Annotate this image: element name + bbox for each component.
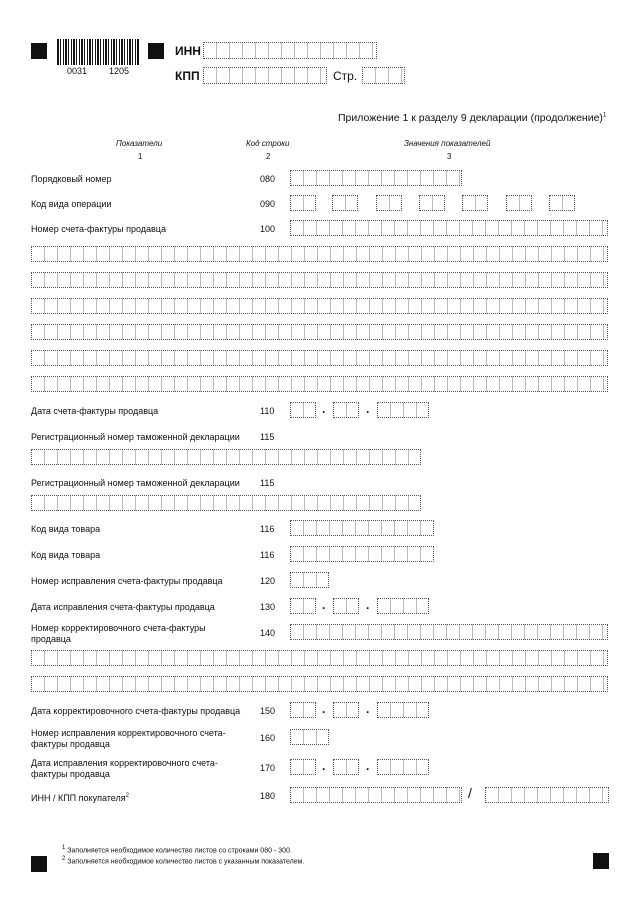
correction-date-year-input[interactable] bbox=[377, 598, 429, 614]
column-header-values: Значения показателей bbox=[404, 139, 491, 148]
invoice-date-month-input[interactable] bbox=[333, 402, 359, 418]
invoice-correction-number-input[interactable] bbox=[290, 572, 329, 588]
row-115-code-2: 115 bbox=[260, 478, 275, 488]
barcode bbox=[57, 39, 139, 77]
correction-date-day-input[interactable] bbox=[290, 598, 316, 614]
invoice-number-input-line-5[interactable] bbox=[31, 324, 608, 340]
row-180-code: 180 bbox=[260, 791, 276, 801]
date-separator: . bbox=[322, 402, 326, 416]
inn-input[interactable] bbox=[203, 42, 377, 59]
row-116-code-1: 116 bbox=[260, 524, 275, 534]
operation-code-input-4[interactable] bbox=[419, 195, 445, 211]
row-090-label: Код вида операции bbox=[31, 199, 112, 209]
customs-declaration-input-2[interactable] bbox=[31, 495, 421, 511]
row-160-label: Номер исправления корректировочного счета-фактуры продавца bbox=[31, 728, 226, 749]
row-150-label: Дата корректировочного счета-фактуры продавца bbox=[31, 706, 241, 716]
inn-kpp-separator: / bbox=[468, 785, 472, 801]
row-140-label: Номер корректировочного счета-фактуры продавца bbox=[31, 623, 206, 644]
date-separator: . bbox=[322, 702, 326, 716]
row-170-label: Дата исправления корректировочного счета-фактуры продавца bbox=[31, 758, 218, 779]
date-separator: . bbox=[366, 598, 370, 612]
row-090-code: 090 bbox=[260, 199, 276, 209]
adjustment-correction-date-day-input[interactable] bbox=[290, 759, 316, 775]
date-separator: . bbox=[366, 402, 370, 416]
kpp-input[interactable] bbox=[203, 67, 327, 84]
row-150-code: 150 bbox=[260, 706, 276, 716]
invoice-date-day-input[interactable] bbox=[290, 402, 316, 418]
date-separator: . bbox=[366, 702, 370, 716]
row-110-code: 110 bbox=[260, 406, 275, 416]
adjustment-invoice-number-input-line-3[interactable] bbox=[31, 676, 608, 692]
row-140-code: 140 bbox=[260, 628, 276, 638]
invoice-number-input-line-4[interactable] bbox=[31, 298, 608, 314]
adjustment-date-month-input[interactable] bbox=[333, 702, 359, 718]
row-120-label: Номер исправления счета-фактуры продавца bbox=[31, 576, 223, 586]
row-116-code-2: 116 bbox=[260, 550, 275, 560]
page-label: Стр. bbox=[333, 69, 358, 83]
goods-type-code-input-1[interactable] bbox=[290, 520, 434, 536]
adjustment-invoice-number-input-line-2[interactable] bbox=[31, 650, 608, 666]
date-separator: . bbox=[322, 598, 326, 612]
operation-code-input-1[interactable] bbox=[290, 195, 316, 211]
corner-marker-bottom-right bbox=[593, 853, 609, 869]
adjustment-invoice-number-input-line-1[interactable] bbox=[290, 624, 608, 640]
column-number-3: 3 bbox=[447, 152, 452, 161]
page-title: Приложение 1 к разделу 9 декларации (продолжение)$^1$ bbox=[338, 112, 607, 124]
row-130-label: Дата исправления счета-фактуры продавца bbox=[31, 602, 215, 612]
customs-declaration-input-1[interactable] bbox=[31, 449, 421, 465]
corner-marker-top-left bbox=[31, 43, 47, 59]
buyer-inn-input[interactable] bbox=[290, 787, 462, 803]
inn-label: ИНН bbox=[175, 44, 201, 58]
row-116-label-1: Код вида товара bbox=[31, 524, 101, 534]
kpp-label: КПП bbox=[175, 69, 200, 83]
barcode-bars bbox=[57, 39, 139, 65]
adjustment-date-year-input[interactable] bbox=[377, 702, 429, 718]
operation-code-input-6[interactable] bbox=[506, 195, 532, 211]
barcode-number-right: 1205 bbox=[109, 66, 130, 76]
row-120-code: 120 bbox=[260, 576, 276, 586]
row-170-code: 170 bbox=[260, 763, 276, 773]
column-number-2: 2 bbox=[266, 152, 271, 161]
invoice-number-input-line-6[interactable] bbox=[31, 350, 608, 366]
row-115-label-2: Регистрационный номер таможенной декларации bbox=[31, 478, 240, 488]
footnote-2: $^2$ Заполняется необходимое количество листов с указанным показателем. bbox=[62, 856, 305, 866]
corner-marker-top-right bbox=[148, 43, 164, 59]
invoice-number-input-line-7[interactable] bbox=[31, 376, 608, 392]
row-115-code-1: 115 bbox=[260, 432, 275, 442]
invoice-number-input-line-3[interactable] bbox=[31, 272, 608, 288]
row-115-label-1: Регистрационный номер таможенной декларации bbox=[31, 432, 240, 442]
adjustment-correction-date-month-input[interactable] bbox=[333, 759, 359, 775]
footnote-1: $^1$ Заполняется необходимое количество листов со строками 080 - 300. bbox=[62, 845, 292, 855]
row-110-label: Дата счета-фактуры продавца bbox=[31, 406, 159, 416]
invoice-number-input-line-2[interactable] bbox=[31, 246, 608, 262]
correction-date-month-input[interactable] bbox=[333, 598, 359, 614]
operation-code-input-5[interactable] bbox=[462, 195, 488, 211]
operation-code-input-7[interactable] bbox=[549, 195, 575, 211]
serial-number-input[interactable] bbox=[290, 170, 462, 186]
page-number-input[interactable] bbox=[362, 67, 405, 84]
row-080-code: 080 bbox=[260, 174, 276, 184]
corner-marker-bottom-left bbox=[31, 856, 47, 872]
row-080-label: Порядковый номер bbox=[31, 174, 112, 184]
barcode-number-left: 0031 bbox=[67, 66, 88, 76]
row-116-label-2: Код вида товара bbox=[31, 550, 101, 560]
buyer-kpp-input[interactable] bbox=[485, 787, 609, 803]
column-number-1: 1 bbox=[138, 152, 143, 161]
row-130-code: 130 bbox=[260, 602, 276, 612]
adjustment-correction-number-input[interactable] bbox=[290, 729, 329, 745]
invoice-number-input-line-1[interactable] bbox=[290, 220, 608, 236]
operation-code-input-2[interactable] bbox=[332, 195, 358, 211]
row-100-label: Номер счета-фактуры продавца bbox=[31, 224, 166, 234]
adjustment-date-day-input[interactable] bbox=[290, 702, 316, 718]
column-header-line-code: Код строки bbox=[246, 139, 290, 148]
row-100-code: 100 bbox=[260, 224, 276, 234]
row-180-label: ИНН / КПП покупателя$^2$ bbox=[31, 793, 129, 803]
invoice-date-year-input[interactable] bbox=[377, 402, 429, 418]
date-separator: . bbox=[366, 759, 370, 773]
goods-type-code-input-2[interactable] bbox=[290, 546, 434, 562]
adjustment-correction-date-year-input[interactable] bbox=[377, 759, 429, 775]
row-160-code: 160 bbox=[260, 733, 276, 743]
date-separator: . bbox=[322, 759, 326, 773]
column-header-indicators: Показатели bbox=[116, 139, 163, 148]
operation-code-input-3[interactable] bbox=[376, 195, 402, 211]
